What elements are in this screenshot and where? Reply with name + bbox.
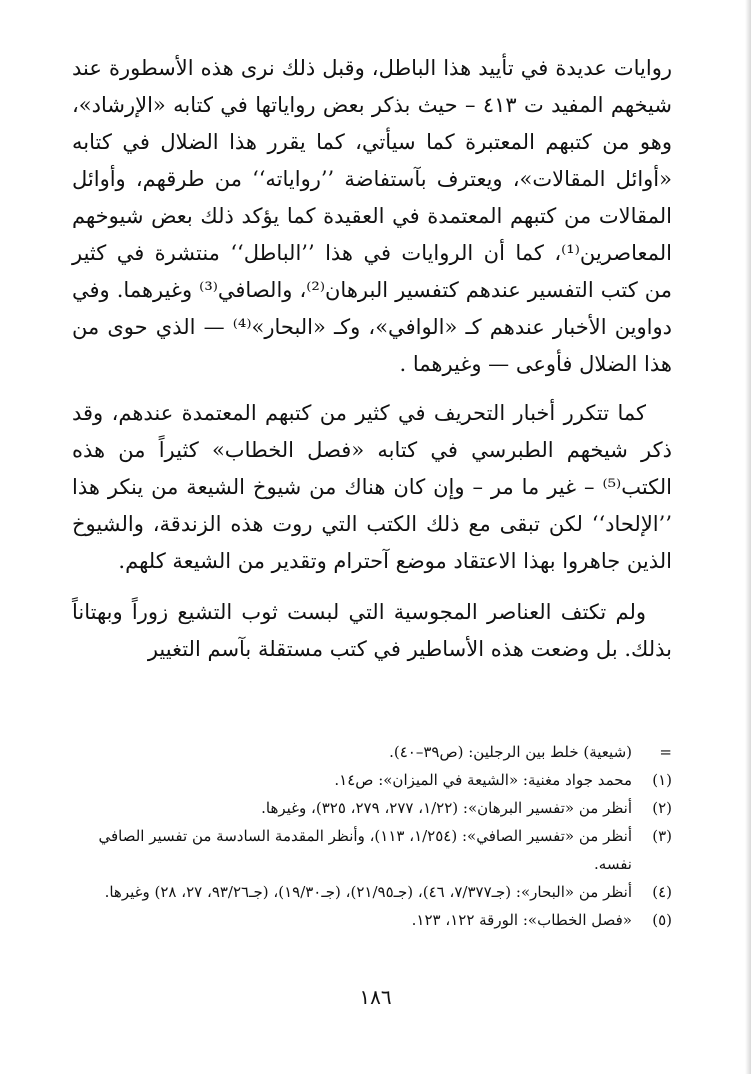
footnote-number: (٥) <box>652 911 672 929</box>
footnote-number: (٢) <box>652 799 672 817</box>
paragraph-2-text: كما تتكرر أخبار التحريف في كثير من كتبهم المعتمدة عندهم، وقد ذكر شيخهم الطبرسي في كتابه «فصل الخطاب» كثيراً من هذه الكتب⁽⁵⁾ – غير ما مر – وإن كان هناك من شيوخ الشيعة من ينكر هذا ’’الإلحاد‘‘ لكن تبقى مع ذلك الكتب التي روت هذه الزندقة، والشيوخ الذين جاهروا بهذا الاعتقاد موضع آحترام وتقدير من الشيعة كلهم. <box>72 401 672 573</box>
footnote-text: أنظر من «تفسير الصافي»: (١/٢٥٤، ١١٣)، وأنظر المقدمة السادسة من تفسير الصافي نفسه. <box>98 827 632 873</box>
footnote-text: «فصل الخطاب»: الورقة ١٢٢، ١٢٣. <box>411 911 632 929</box>
footnote-text: (شيعية) خلط بين الرجلين: (ص٣٩–٤٠). <box>389 743 632 761</box>
paragraph-3 <box>72 594 672 668</box>
page-number: ١٨٦ <box>359 985 392 1009</box>
footnote-continuation <box>72 738 672 766</box>
footnote-number: (٣) <box>652 827 672 845</box>
footnote-4 <box>72 878 672 906</box>
footnote-text: محمد جواد مغنية: «الشيعة في الميزان»: ص١٤. <box>334 771 632 789</box>
footnote-3 <box>72 822 672 878</box>
footnote-number: (١) <box>652 771 672 789</box>
footnote-5 <box>72 906 672 934</box>
main-text <box>72 50 672 668</box>
paragraph-2 <box>72 395 672 580</box>
footnote-1 <box>72 766 672 794</box>
footnote-number: (٤) <box>652 883 672 901</box>
footnote-text: أنظر من «البحار»: (جـ٧/٣٧٧، ٤٦)، (جـ٢١/٩٥)، (جـ١٩/٣٠)، (جـ٩٣/٢٦، ٢٧، ٢٨) وغيرها. <box>104 883 632 901</box>
footnote-2 <box>72 794 672 822</box>
footnotes <box>72 738 672 934</box>
footnote-text: أنظر من «تفسير البرهان»: (١/٢٢، ٢٧٧، ٢٧٩، ٣٢٥)، وغيرها. <box>261 799 632 817</box>
paragraph-1: روايات عديدة في تأييد هذا الباطل، وقبل ذلك نرى هذه الأسطورة عند شيخهم المفيد ت ٤١٣ – حيث بذكر بعض رواياتها في كتابه «الإرشاد»، وهو من كتبهم المعتبرة كما سيأتي، كما يقرر هذا الضلال في كتابه «أوائل المقالات»، ويعترف بآستفاضة ’’رواياته‘‘ من طرقهم، وأوائل المقالات من كتبهم المعتمدة في العقيدة كما يؤكد ذلك بعض شيوخهم المعاصرين⁽¹⁾، كما أن الروايات في هذا ’’الباطل‘‘ منتشرة في كثير من كتب التفسير عندهم كتفسير البرهان⁽²⁾، والصافي⁽³⁾ وغيرهما. وفي دواوين الأخبار عندهم كـ «الوافي»، وكـ «البحار»⁽⁴⁾ — الذي حوى من هذا الضلال فأوعى — وغيرهما . <box>72 56 672 376</box>
scan-edge-shadow <box>745 0 751 1074</box>
paragraph-3-text: ولم تكتف العناصر المجوسية التي لبست ثوب التشيع زوراً وبهتاناً بذلك. بل وضعت هذه الأساطير في كتب مستقلة بآسم التغيير <box>72 600 672 661</box>
footnote-marker: = <box>659 743 672 761</box>
